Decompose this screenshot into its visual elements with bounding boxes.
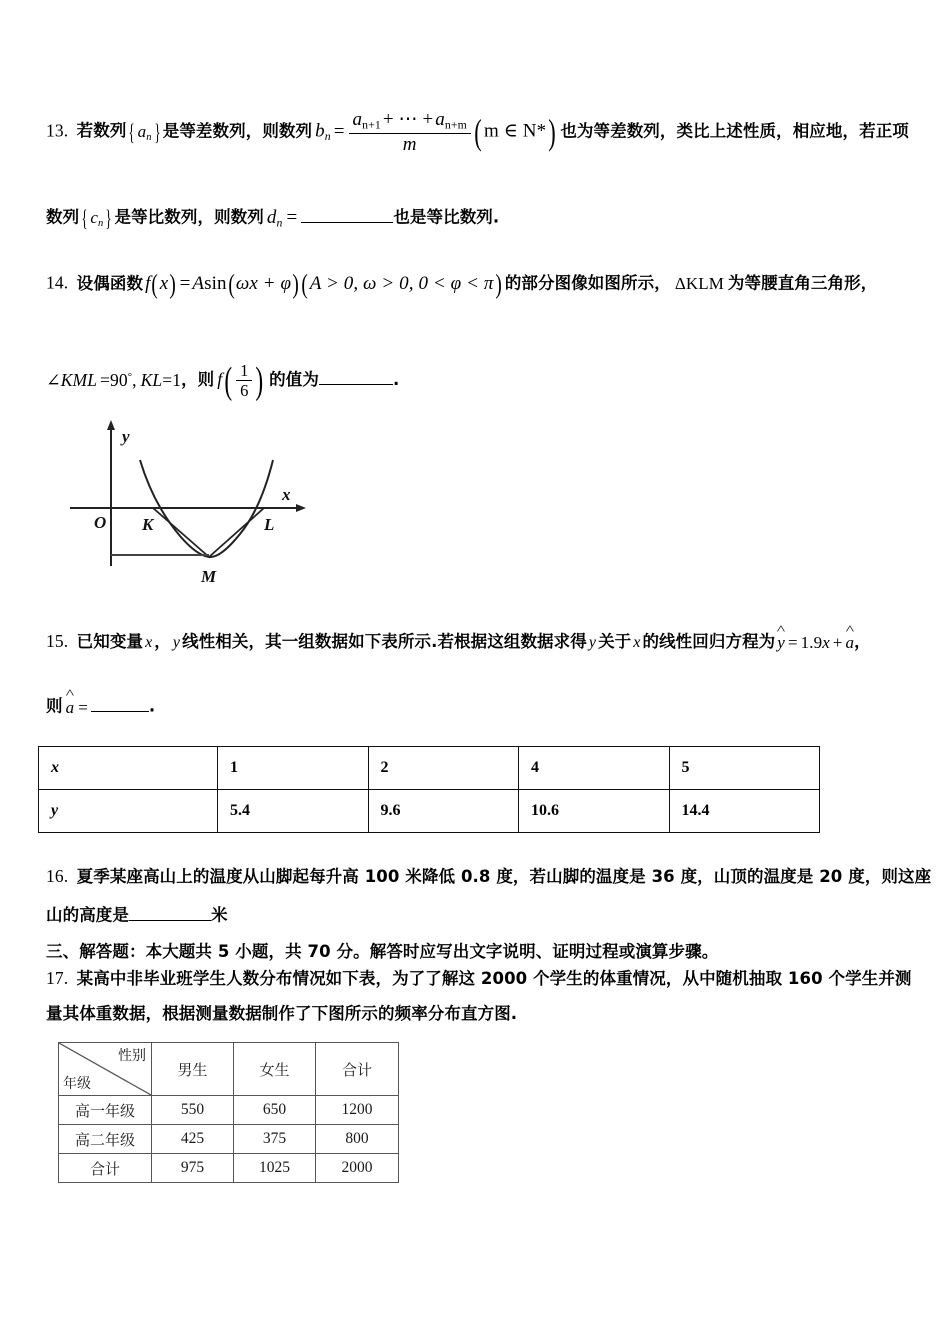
table-row-x — [39, 747, 820, 790]
q17-text-a: 某高中非毕业班学生人数分布情况如下表，为了了解这 2000 个学生的体重情况，从中随机抽取 160 个学生并测 — [76, 969, 912, 988]
question-15-line-2 — [46, 694, 155, 718]
q13-seq-cn: { $c_n$ } — [81, 205, 112, 231]
q14-function-expression: f(x) = Asin(ωx + φ) (A > 0, ω > 0, 0 < φ < π) — [145, 268, 502, 300]
q15-text-g: . — [148, 696, 156, 716]
q15-text-c: 关于 — [598, 632, 632, 651]
q13-text-f: 也是等比数列. — [393, 207, 500, 227]
q16-text-a: 夏季某座高山上的温度从山脚起每升高 100 米降低 0.8 度，若山脚的温度是 36 度，山顶的温度是 20 度，则这座 — [76, 867, 932, 886]
cell-y-2: 9.6 — [368, 790, 519, 833]
question-16-number: 16. — [46, 866, 69, 886]
cell-x-1: 1 — [218, 747, 369, 790]
cell-total-all: 2000 — [316, 1154, 399, 1183]
question-15-number: 15. — [46, 631, 69, 651]
q17-text-b: 量其体重数据，根据测量数据制作了下图所示的频率分布直方图. — [46, 1004, 518, 1023]
question-14-line-1 — [46, 268, 878, 300]
q15-var-y2: y — [588, 634, 597, 651]
section-heading-text: 三、解答题：本大题共 5 小题，共 70 分。解答时应写出文字说明、证明过程或演算步骤。 — [46, 942, 719, 961]
cell-y-3: 10.6 — [519, 790, 670, 833]
klm-graph-svg — [70, 418, 330, 598]
origin-label: O — [94, 513, 107, 532]
diagonal-header-cell — [59, 1043, 152, 1096]
grade-table-row-total — [59, 1154, 399, 1183]
cell-g1-female: 650 — [234, 1096, 316, 1125]
q14-answer-blank[interactable] — [319, 367, 393, 385]
q15-text-f: 则 — [46, 696, 63, 716]
cell-g1-total: 1200 — [316, 1096, 399, 1125]
segment-km — [153, 508, 209, 557]
q15-text-b: 线性相关，其一组数据如下表所示.若根据这组数据求得 — [182, 632, 587, 651]
q14-triangle-label: ΔKLM — [674, 273, 724, 293]
regression-data-table — [38, 746, 820, 833]
q13-text-a: 若数列 — [76, 121, 127, 141]
q16-text-b: 山的高度是 — [46, 905, 129, 925]
y-axis-label: y — [122, 427, 130, 446]
point-k-label: K — [142, 515, 154, 534]
column-header-total: 合计 — [316, 1043, 399, 1096]
q14-text-c: 为等腰直角三角形， — [727, 273, 878, 293]
cell-x-2: 2 — [368, 747, 519, 790]
question-14-figure — [70, 418, 330, 603]
grade-table-row-2 — [59, 1125, 399, 1154]
q13-formula-bn: $b_n$ = $\frac{a_{n+1} + \cdots + a_{n+m}}{m}$ ( m ∈ N*) — [315, 109, 557, 155]
q15-var-x: x — [145, 634, 153, 651]
q13-answer-blank[interactable] — [301, 205, 393, 223]
x-axis-arrow — [296, 504, 306, 512]
q15-text-a: 已知变量 — [76, 632, 144, 651]
cell-x-3: 4 — [519, 747, 670, 790]
q14-text-e: 的值为 — [269, 369, 319, 389]
q15-var-x2: x — [633, 634, 641, 651]
q14-text-f: . — [392, 369, 400, 389]
question-16-line-2 — [46, 903, 228, 927]
header-grade-label: 年级 — [63, 1076, 91, 1092]
cell-g1-male: 550 — [152, 1096, 234, 1125]
cell-g2-male: 425 — [152, 1125, 234, 1154]
row-label-total: 合计 — [59, 1154, 152, 1183]
q15-text-d: 的线性回归方程为 — [642, 632, 776, 651]
row-label-grade-1: 高一年级 — [59, 1096, 152, 1125]
q14-angle-condition: ∠KML =90°, KL=1 — [46, 369, 182, 390]
question-17-line-2 — [46, 1003, 517, 1025]
question-17-number: 17. — [46, 968, 69, 988]
cell-total-male: 975 — [152, 1154, 234, 1183]
row-label-x: x — [39, 747, 218, 790]
q15-text-e: ， — [854, 632, 871, 651]
header-gender-label: 性别 — [118, 1048, 146, 1064]
q15-answer-var: ^ a = — [66, 697, 88, 718]
x-axis-label: x — [282, 485, 291, 504]
q14-text-d: ，则 — [181, 369, 215, 389]
q14-f-one-sixth: f( $\frac{1}{6}$ ) — [217, 359, 264, 402]
q15-regression-equation: ^ y = 1.9x + ^ a — [777, 632, 854, 653]
question-13-line-2 — [46, 205, 499, 231]
cell-g2-total: 800 — [316, 1125, 399, 1154]
point-m-label: M — [201, 567, 217, 586]
q13-text-e: 是等比数列，则数列 — [114, 207, 264, 227]
q16-text-c: 米 — [211, 905, 228, 925]
grade-distribution-table — [58, 1042, 399, 1183]
point-l-label: L — [264, 515, 275, 534]
cell-g2-female: 375 — [234, 1125, 316, 1154]
q15-var-y: y — [172, 634, 181, 651]
column-header-female: 女生 — [234, 1043, 316, 1096]
section-heading-3 — [46, 941, 718, 963]
grade-table-header-row — [59, 1043, 399, 1096]
q14-text-a: 设偶函数 — [76, 273, 144, 293]
cell-y-1: 5.4 — [218, 790, 369, 833]
question-17-line-1 — [46, 968, 912, 990]
question-13-number: 13. — [46, 120, 69, 141]
y-axis-arrow — [107, 420, 115, 430]
segment-ml — [209, 508, 264, 557]
question-16-line-1 — [46, 866, 931, 888]
question-15-line-1 — [46, 631, 871, 654]
row-label-grade-2: 高二年级 — [59, 1125, 152, 1154]
row-label-y: y — [39, 790, 218, 833]
cell-x-4: 5 — [669, 747, 820, 790]
q13-seq-an: { $a_n$ } — [128, 119, 161, 145]
question-14-number: 14. — [46, 272, 69, 293]
q13-answer-dn: $d_n$ = — [266, 207, 298, 230]
q15-comma: ， — [154, 632, 171, 651]
question-13-line-1 — [46, 110, 909, 155]
column-header-male: 男生 — [152, 1043, 234, 1096]
grade-table-row-1 — [59, 1096, 399, 1125]
table-row-y — [39, 790, 820, 833]
q13-text-b: 是等差数列，则数列 — [162, 121, 313, 141]
cell-total-female: 1025 — [234, 1154, 316, 1183]
q13-text-c: 也为等差数列，类比上述性质，相应地，若正项 — [560, 121, 909, 141]
q16-answer-blank[interactable] — [129, 903, 211, 921]
cell-y-4: 14.4 — [669, 790, 820, 833]
q15-answer-blank[interactable] — [91, 694, 149, 712]
q13-text-d: 数列 — [46, 207, 80, 227]
q14-text-b: 的部分图像如图所示， — [504, 273, 671, 293]
question-14-line-2 — [46, 359, 400, 402]
